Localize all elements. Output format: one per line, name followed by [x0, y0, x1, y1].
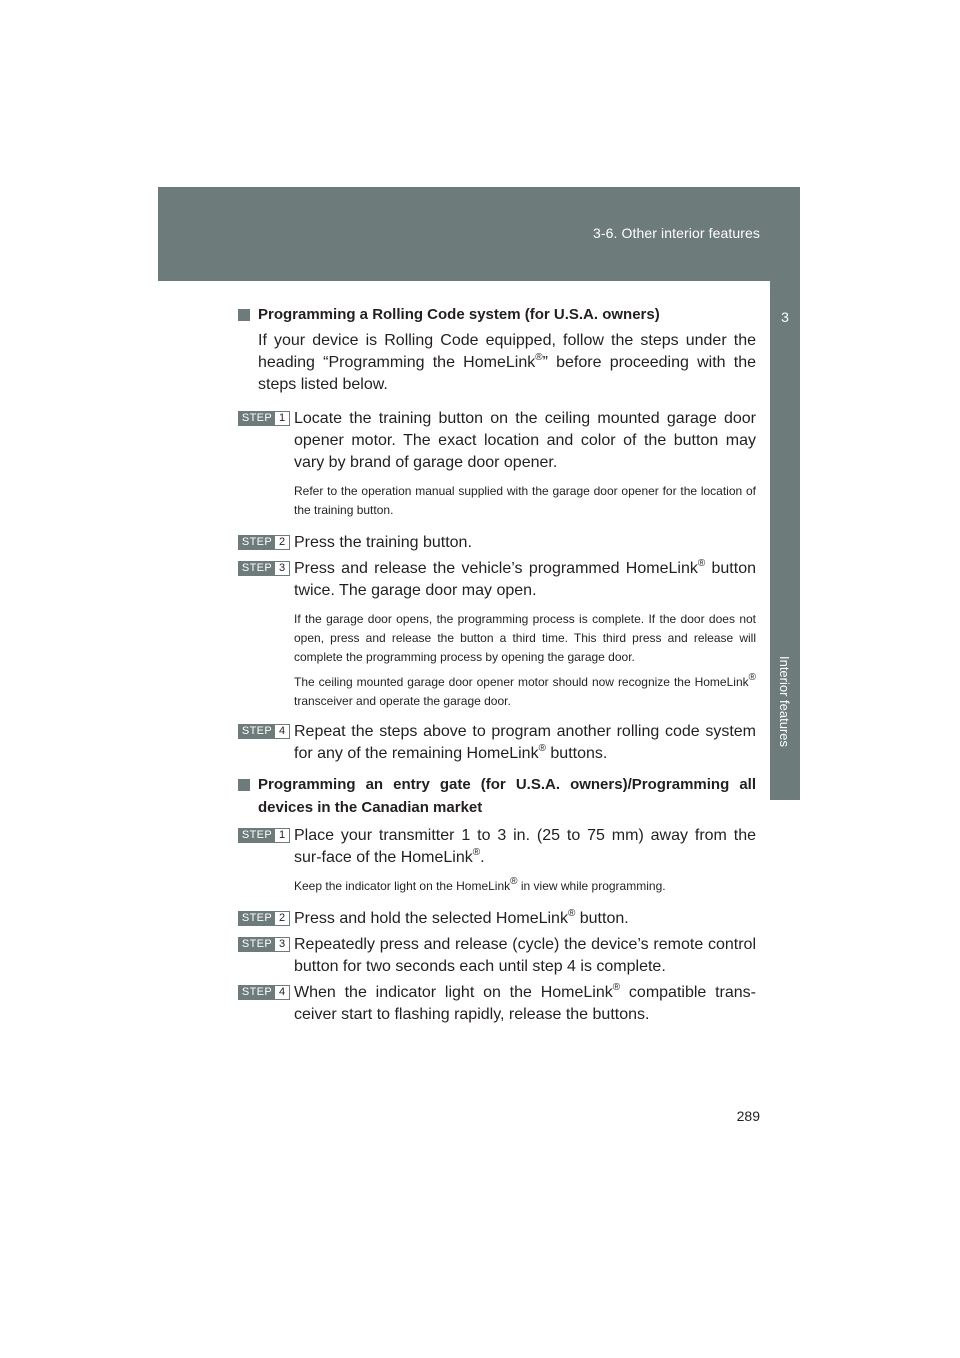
registered-mark: ®: [538, 742, 546, 754]
heading-text: Programming a Rolling Code system (for U.S.A. owners): [258, 306, 660, 323]
registered-mark: ®: [567, 907, 576, 919]
step-badge: [238, 937, 290, 952]
registered-mark: ®: [535, 351, 543, 363]
chapter-label: Interior features: [777, 655, 793, 747]
registered-mark: ®: [697, 557, 706, 569]
step-badge: [238, 911, 290, 926]
header-band: [158, 187, 800, 281]
step-number: 1: [278, 829, 286, 841]
step-word: STEP: [239, 912, 275, 925]
square-bullet-icon: [238, 779, 250, 791]
step-number: 4: [278, 725, 286, 737]
step-text-b: buttons.: [545, 745, 608, 762]
step-gate-3: [238, 934, 756, 978]
chapter-number: 3: [781, 309, 789, 325]
intro-paragraph: [238, 330, 756, 396]
step-note: Refer to the operation manual supplied with the garage door opener for the location of the training button.: [294, 484, 756, 517]
section-heading-entry-gate: [238, 773, 756, 819]
note-text-a: The ceiling mounted garage door opener motor should now recognize the HomeLink: [294, 675, 749, 689]
heading-text: Programming an entry gate (for U.S.A. owners)/Programming all devices in the Canadian market: [258, 776, 756, 816]
intro-text-b: ” before proceeding with the steps listed below.: [258, 354, 756, 393]
note-text-a: Keep the indicator light on the HomeLink: [294, 879, 511, 893]
step-gate-1: [238, 825, 756, 869]
step-gate-4: [238, 982, 756, 1026]
step-text: Locate the training button on the ceiling mounted garage door opener motor. The exact location and color of the button may vary by brand of garage door opener.: [294, 410, 756, 471]
step-rolling-2: [238, 532, 756, 554]
square-bullet-icon: [238, 309, 250, 321]
step-note: [238, 877, 756, 896]
note-text-b: in view while programming.: [517, 879, 666, 893]
step-number: 2: [278, 912, 286, 924]
step-word: STEP: [239, 986, 275, 999]
step-badge: [238, 724, 290, 739]
step-rolling-4: [238, 721, 756, 765]
step-word: STEP: [239, 536, 275, 549]
step-rolling-1: [238, 408, 756, 474]
step-text-b: button.: [575, 910, 629, 927]
step-note: If the garage door opens, the programming process is complete. If the door does not open, press and release the button a third time. This third press and release will complete the programming process by opening the garage door.: [294, 612, 756, 664]
step-badge: [238, 561, 290, 576]
step-number: 2: [278, 536, 286, 548]
step-word: STEP: [239, 562, 275, 575]
step-text-a: Repeat the steps above to program another rolling code system for any of the remaining HomeLink: [294, 723, 756, 762]
page-content: [238, 303, 756, 1026]
step-badge: [238, 535, 290, 550]
section-title: 3-6. Other interior features: [593, 225, 760, 241]
step-text: Repeatedly press and release (cycle) the device’s remote control button for two seconds each until step 4 is complete.: [294, 936, 756, 975]
step-word: STEP: [239, 412, 275, 425]
chapter-label-wrap: [770, 626, 800, 776]
step-text-b: button twice. The garage door may open.: [294, 560, 756, 599]
registered-mark: ®: [472, 846, 481, 858]
step-gate-2: [238, 908, 756, 930]
step-text-b: .: [480, 849, 485, 866]
registered-mark: ®: [510, 876, 518, 887]
step-word: STEP: [239, 829, 275, 842]
step-badge: [238, 411, 290, 426]
step-word: STEP: [239, 725, 275, 738]
page-number: 289: [736, 1108, 760, 1124]
chapter-side-tab: [770, 281, 800, 800]
registered-mark: ®: [612, 981, 621, 993]
note-text-b: transceiver and operate the garage door.: [294, 694, 511, 708]
step-badge: [238, 985, 290, 1000]
step-text-a: When the indicator light on the HomeLink: [294, 984, 613, 1001]
step-number: 3: [278, 562, 286, 574]
step-number: 1: [278, 412, 286, 424]
step-note: [238, 673, 756, 711]
step-word: STEP: [239, 938, 275, 951]
step-text: Press the training button.: [294, 534, 472, 551]
step-number: 4: [278, 986, 286, 998]
step-rolling-3: [238, 558, 756, 602]
registered-mark: ®: [748, 672, 756, 683]
section-heading-rolling-code: [238, 303, 756, 326]
step-text-b: compatible trans-ceiver start to flashing rapidly, release the buttons.: [294, 984, 756, 1023]
step-text-a: Place your transmitter 1 to 3 in. (25 to 75 mm) away from the sur-face of the HomeLink: [294, 827, 756, 866]
step-badge: [238, 828, 290, 843]
intro-text-a: If your device is Rolling Code equipped, follow the steps under the heading “Programming the HomeLink: [258, 332, 756, 371]
step-text-a: Press and release the vehicle’s programmed HomeLink: [294, 560, 698, 577]
step-number: 3: [278, 938, 286, 950]
step-text-a: Press and hold the selected HomeLink: [294, 910, 568, 927]
